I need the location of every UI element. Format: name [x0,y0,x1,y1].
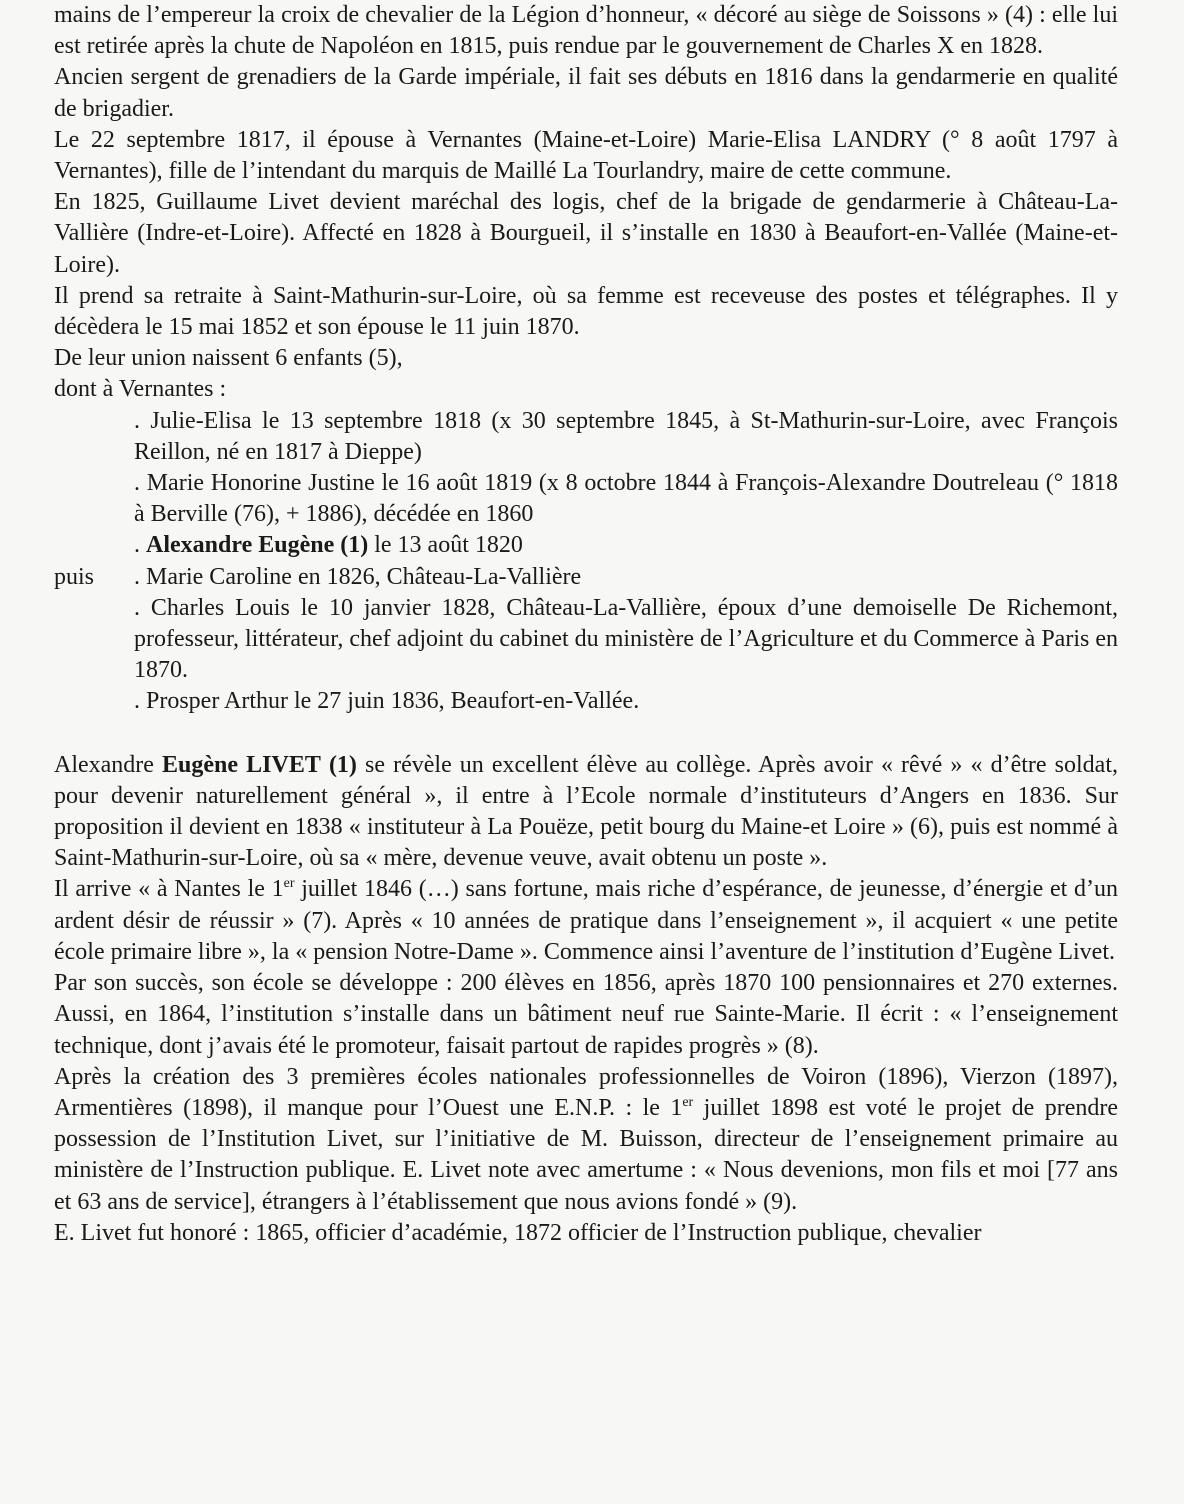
paragraph: En 1825, Guillaume Livet devient maréchal des logis, chef de la brigade de gendarmerie à Château-La-Vallière (Indre-et-Loire). Affecté en 1828 à Bourgueil, il s’installe en 1830 à Beaufort-en-Vallée (Maine-et-Loire). [54,189,1118,278]
list-item: . Prosper Arthur le 27 juin 1836, Beaufort-en-Vallée. [134,688,640,715]
paragraph: Il arrive « à Nantes le 1er juillet 1846 (…) sans fortune, mais riche d’espérance, de jeunesse, d’énergie et d’un ardent désir de réussir » (7). Après « 10 années de pratique dans l’enseignement », il acquiert « une petite école primaire libre », la « pension Notre-Dame ». Commence ainsi l’aventure de l’institution d’Eugène Livet. [54,876,1119,965]
paragraph: Après la création des 3 premières écoles nationales professionnelles de Voiron (1896), Vierzon (1897), Armentières (1898), il manque pour l’Ouest une E.N.P. : le 1er juillet 1898 est voté le projet de prendre possession de l’Institution Livet, sur l’initiative de M. Buisson, directeur de l’enseignement primaire au ministère de l’Instruction publique. E. Livet note avec amertume : « Nous devenions, mon fils et moi [77 ans et 63 ans de service], étrangers à l’établissement que nous avions fondé » (9). [54,1063,1118,1215]
paragraph: Ancien sergent de grenadiers de la Garde impériale, il fait ses débuts en 1816 dans la gendarmerie en qualité de brigadier. [54,64,1118,122]
paragraph: Le 22 septembre 1817, il épouse à Vernantes (Maine-et-Loire) Marie-Elisa LANDRY (° 8 août 1797 à Vernantes), fille de l’intendant du marquis de Maillé La Tourlandry, maire de cette commune. [54,126,1118,185]
paragraph: De leur union naissent 6 enfants (5), [54,345,403,372]
puis-label: puis [54,563,95,590]
list-item: . Alexandre Eugène (1) le 13 août 1820 [134,532,523,559]
list-item: puis . Marie Caroline en 1826, Château-La-Vallière [134,562,1118,593]
children-list [54,406,1118,718]
list-item: . Charles Louis le 10 janvier 1828, Château-La-Vallière, époux d’une demoiselle De Richemont, professeur, littérateur, chef adjoint du cabinet du ministère de l’Agriculture et du Commerce à Paris en 1870. [134,594,1118,684]
paragraph: Alexandre Eugène LIVET (1) se révèle un excellent élève au collège. Après avoir « rêvé » « d’être soldat, pour devenir naturellement général », il entre à l’Ecole normale d’instituteurs d’Angers en 1836. Sur proposition il devient en 1838 « instituteur à La Pouëze, petit bourg du Maine-et Loire » (6), puis est nommé à Saint-Mathurin-sur-Loire, où sa « mère, devenue veuve, avait obtenu un poste ». [54,751,1118,872]
spacer [54,718,1118,750]
paragraph: mains de l’empereur la croix de chevalier de la Légion d’honneur, « décoré au siège de Soissons » (4) : elle lui est retirée après la chute de Napoléon en 1815, puis rendue par le gouvernement de Charles X en 1828. [54,2,1118,60]
paragraph: E. Livet fut honoré : 1865, officier d’académie, 1872 officier de l’Instruction publique, chevalier [54,1219,982,1246]
bold-ref: (1) [340,532,369,559]
paragraph: Par son succès, son école se développe : 200 élèves en 1856, après 1870 100 pensionnaires et 270 externes. Aussi, en 1864, l’institution s’installe dans un bâtiment neuf rue Sainte-Marie. Il écrit : « l’enseignement technique, dont j’avais été le promoteur, faisait partout de rapides progrès » (8). [54,970,1118,1059]
list-item: . Julie-Elisa le 13 septembre 1818 (x 30 septembre 1845, à St-Mathurin-sur-Loire, avec François Reillon, né en 1817 à Dieppe) [134,407,1118,465]
list-item: . Marie Honorine Justine le 16 août 1819 (x 8 octobre 1844 à François-Alexandre Doutreleau (° 1818 à Berville (76), + 1886), décédée en 1860 [134,470,1118,528]
bold-name: Alexandre Eugène [146,532,335,559]
paragraph: dont à Vernantes : [54,376,227,403]
paragraph: Il prend sa retraite à Saint-Mathurin-sur-Loire, où sa femme est receveuse des postes et télégraphes. Il y décèdera le 15 mai 1852 et son épouse le 11 juin 1870. [54,282,1118,341]
document-body [54,0,1118,1249]
